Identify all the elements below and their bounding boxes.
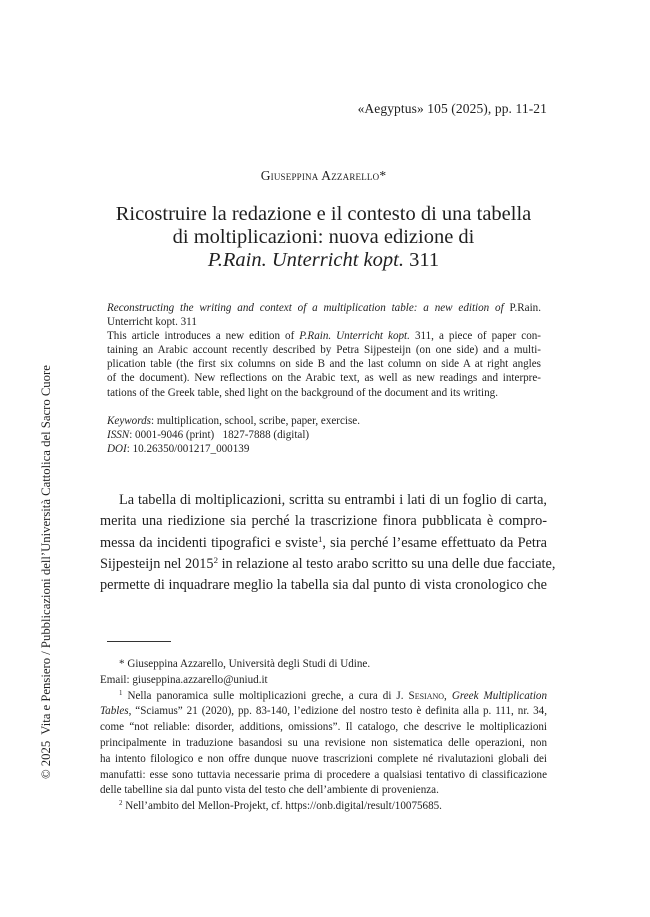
body-line: permette di inquadrare meglio la tabella sia dal punto di vista cronologico che [100, 577, 547, 594]
author-footnote: * Giuseppina Azzarello, Università degli Studi di Udine. [119, 658, 371, 670]
body-line [100, 554, 556, 575]
cited-title: Greek Multiplication [451, 689, 548, 702]
body-line [100, 533, 547, 554]
footnotes [100, 657, 547, 815]
footnote-1 [100, 689, 547, 705]
footnote-1-line: ha intento filologico e non offre dunque nuove trascrizioni complete né rivalutazioni globali dei [100, 752, 547, 765]
abstract-english-title [107, 301, 541, 315]
title-papyrus-ref: P.Rain. Unterricht kopt. [207, 249, 404, 271]
abstract-papyrus-ref: P.Rain. Unterricht kopt. [299, 330, 410, 343]
abstract-line: plication table (the first six columns on side B and the last column on side A at right angles [107, 358, 541, 371]
body-text-span: in relazione al testo arabo scritto su una delle due facciate, [218, 555, 556, 572]
abstract-line: of the document). New reflections on the Arabic text, as well as new readings and interpre- [107, 372, 541, 385]
title-line-2: di moltiplicazioni: nuova edizione di [172, 226, 475, 248]
footnote-1-number: 1 [119, 689, 123, 697]
issn-label: ISSN [107, 429, 130, 442]
title-line-1: Ricostruire la redazione e il contesto di una tabella [115, 203, 532, 225]
body-text-span: Sijpesteijn nel 2015 [100, 555, 214, 572]
footnote-separator [107, 641, 171, 642]
footnote-2-number: 2 [119, 800, 123, 808]
cited-author: Sesiano [408, 689, 445, 702]
doi-line [107, 442, 541, 456]
footnote-2 [100, 799, 547, 815]
keywords-text: : multiplication, school, scribe, paper, exercise. [150, 415, 361, 427]
abstract-english-title-ref: P.Rain. [509, 302, 541, 314]
abstract-line: taining an Arabic account recently described by Petra Sijpesteijn (on one side) and a multi- [107, 344, 541, 357]
copyright-spine: © 2025 Vita e Pensiero / Pubblicazioni dell’Università Cattolica del Sacro Cuore [39, 365, 53, 779]
footnote-text: , “Sciamus” 21 (2020), pp. 83-140, l’edizione del nostro testo è definita alla p. 111, nr. 34, [128, 705, 547, 718]
issn-line [107, 428, 541, 442]
footnote-text: , [444, 689, 452, 702]
body-text-span: , sia perché l’esame effettuato da Petra [322, 534, 547, 551]
body-text [100, 490, 556, 596]
footnote-1-line: come “not reliable: disorder, additions, omissions”. Il catalogo, che descrive le moltiplicazioni [100, 721, 547, 734]
footnote-1-line: delle tabelline sia dal punto vista del testo che dell’ambiente di provenienza. [100, 784, 439, 797]
issn-text: : 0001-9046 (print) 1827-7888 (digital) [129, 429, 310, 442]
author-email: Email: giuseppina.azzarello@uniud.it [100, 673, 268, 686]
body-line: merita una riedizione sia perché la trascrizione finora pubblicata è compro- [100, 513, 547, 530]
footnote-text: Nella panoramica sulle moltiplicazioni greche, a cura di J. [122, 689, 409, 702]
footnote-1-line: principalmente in traduzione basandosi su una revisione non sistematica delle operazioni, non [100, 736, 547, 749]
footnote-ref-2[interactable]: 2 [213, 555, 219, 566]
keywords-label: Keywords [107, 415, 151, 427]
title-number: 311 [409, 249, 440, 271]
title-line-3 [100, 249, 547, 272]
footnote-1-line: manufatti: esse sono tuttavia necessarie prima di procedere a qualsiasi tentativo di classificazione [100, 768, 547, 781]
cited-title: Tables [100, 705, 129, 718]
body-line: La tabella di moltiplicazioni, scritta su entrambi i lati di un foglio di carta, [119, 492, 547, 508]
abstract-line [107, 329, 541, 343]
article-title [100, 203, 547, 272]
article-metadata [107, 414, 541, 456]
running-header: «Aegyptus» 105 (2025), pp. 11-21 [357, 101, 547, 116]
abstract-text: This article introduces a new edition of [107, 330, 295, 343]
footnote-text: Nell’ambito del Mellon-Projekt, cf. https://onb.digital/result/10075685. [122, 800, 442, 813]
abstract-english-title-cont: Unterricht kopt. 311 [107, 316, 197, 329]
abstract-text: 311, a piece of paper con- [414, 330, 541, 343]
doi-text: : 10.26350/001217_000139 [126, 443, 250, 456]
abstract-line: tations of the Greek table, shed light on the background of the document and its writing. [107, 386, 498, 399]
keywords-line [107, 414, 541, 428]
footnote-ref-1[interactable]: 1 [317, 533, 323, 544]
abstract [107, 301, 541, 400]
footnote-1-line [100, 704, 547, 720]
doi-label: DOI [107, 443, 127, 456]
body-text-span: messa da incidenti tipografici e sviste [100, 534, 318, 551]
abstract-english-title-text: Reconstructing the writing and context of a multiplication table: a new edition of [107, 302, 504, 314]
author-name: Giuseppina Azzarello* [260, 168, 387, 183]
